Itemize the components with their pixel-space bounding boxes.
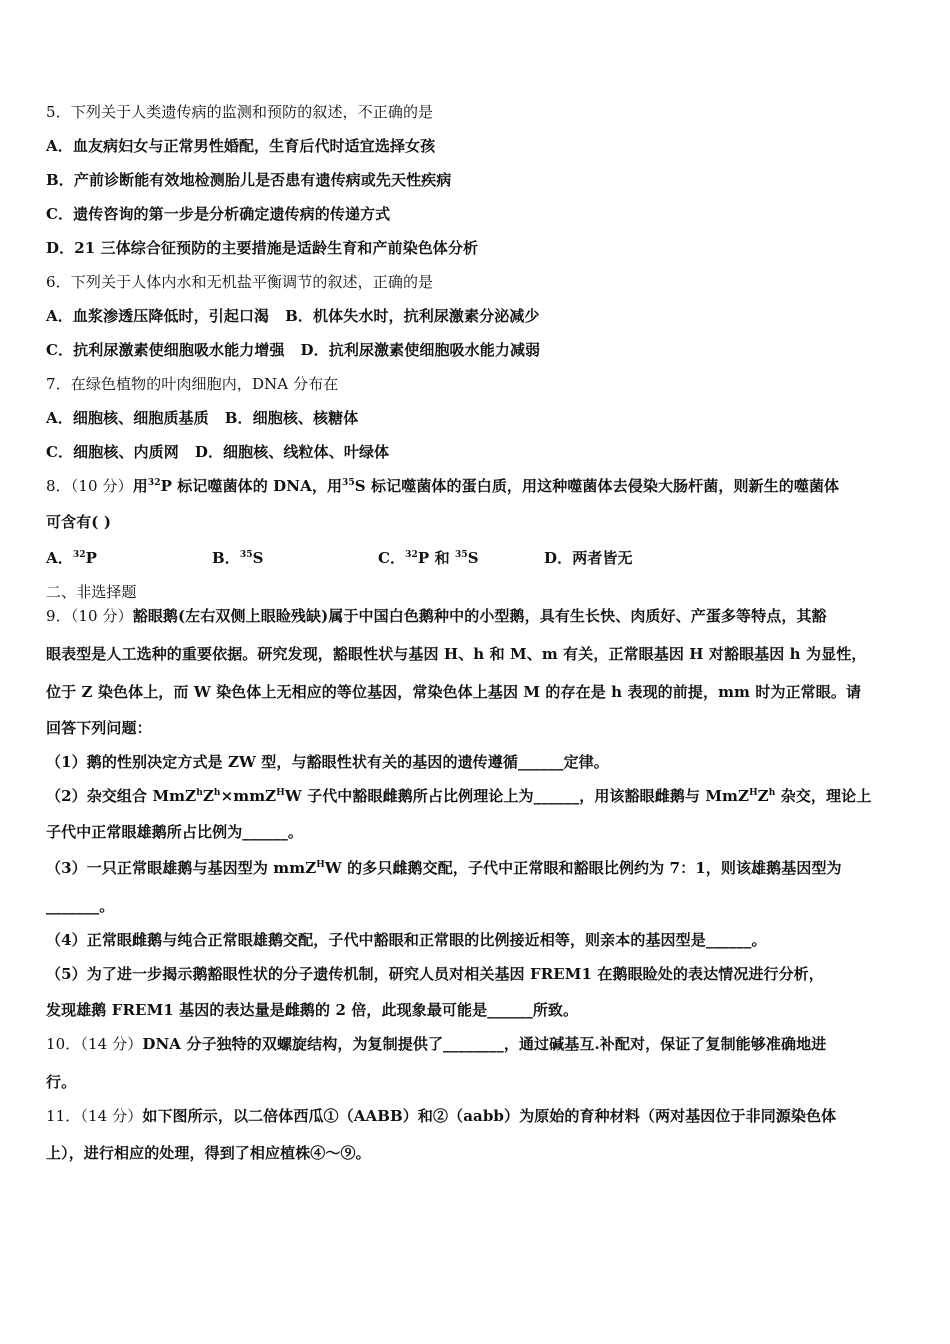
q8-option-c: C．$^{32}$P 和 $^{35}$S — [378, 549, 479, 567]
q7-option-a: A．细胞核、细胞质基质 — [46, 409, 209, 427]
q11-score: （14 分） — [80, 1107, 143, 1125]
q9-intro-text-1: 豁眼鹅(左右双侧上眼睑残缺)属于中国白色鹅种中的小型鹅，具有生长快、肉质好、产蛋多等特点，其豁 — [132, 607, 827, 625]
q9-part3-line2: _______。 — [46, 897, 115, 915]
q5-option-d: D．21 三体综合征预防的主要措施是适龄生育和产前染色体分析 — [46, 239, 479, 257]
q9-part2-line2: 子代中正常眼雄鹅所占比例为______。 — [46, 823, 304, 841]
q9-intro-line2: 眼表型是人工选种的重要依据。研究发现，豁眼性状与基因 H、h 和 M、m 有关，正常眼基因 H 对豁眼基因 h 为显性， — [46, 645, 867, 663]
q6-option-d: D．抗利尿激素使细胞吸水能力减弱 — [300, 341, 541, 359]
q9-part5-line2: 发现雄鹅 FREM1 基因的表达量是雌鹅的 2 倍，此现象最可能是______所致。 — [46, 1001, 579, 1019]
q5-stem: 5．下列关于人类遗传病的监测和预防的叙述，不正确的是 — [46, 103, 434, 121]
q5-option-b: B．产前诊断能有效地检测胎儿是否患有遗传病或先天性疾病 — [46, 171, 452, 189]
q9-part4: （4）正常眼雌鹅与纯合正常眼雄鹅交配，子代中豁眼和正常眼的比例接近相等，则亲本的基因型是______。 — [46, 931, 767, 949]
q10-score: （14 分） — [80, 1035, 143, 1053]
q7-options-row1 — [46, 408, 906, 428]
q7-options-row2 — [46, 442, 906, 462]
q8-stem-line2: 可含有( ) — [46, 513, 112, 531]
q8-score: （10 分） — [70, 477, 133, 495]
q9-part2: （2）杂交组合 $MmZ^hZ^h\times mmZ^HW$ 子代中豁眼雌鹅所占比例理论上为______，用该豁眼雌鹅与 $MmZ^HZ^h$ 杂交，理论上 — [46, 787, 872, 805]
q9-number: 9． — [46, 607, 71, 625]
q9-part1: （1）鹅的性别决定方式是 ZW 型，与豁眼性状有关的基因的遗传遵循______定律。 — [46, 753, 609, 771]
q10-stem — [46, 1034, 906, 1054]
q8-option-a: A．$^{32}$P — [46, 549, 97, 567]
q11-number: 11． — [46, 1107, 81, 1125]
section-heading: 二、非选择题 — [46, 583, 137, 601]
q11-stem — [46, 1106, 906, 1126]
q6-option-c: C．抗利尿激素使细胞吸水能力增强 — [46, 341, 285, 359]
q9-part3: （3）一只正常眼雄鹅与基因型为 mmZ$^H$W 的多只雌鹅交配，子代中正常眼和豁眼比例约为 7：1，则该雄鹅基因型为 — [46, 859, 842, 877]
q8-option-b: B．$^{35}$S — [212, 549, 264, 567]
q10-text-1: DNA 分子独特的双螺旋结构，为复制提供了________，通过碱基互.补配对，保证了复制能够准确地进 — [142, 1035, 827, 1053]
q6-options-row2 — [46, 340, 906, 360]
q5-option-a: A．血友病妇女与正常男性婚配，生育后代时适宜选择女孩 — [46, 137, 436, 155]
q9-intro-line3: 位于 Z 染色体上，而 W 染色体上无相应的等位基因，常染色体上基因 M 的存在是 h 表现的前提，mm 时为正常眼。请 — [46, 683, 862, 701]
q8-sup-35: 35 — [342, 478, 355, 488]
q8-sup-32: 32 — [147, 478, 161, 488]
q7-option-d: D．细胞核、线粒体、叶绿体 — [194, 443, 390, 461]
q7-option-c: C．细胞核、内质网 — [46, 443, 179, 461]
q5-option-c: C．遗传咨询的第一步是分析确定遗传病的传递方式 — [46, 205, 391, 223]
q10-stem-line2: 行。 — [46, 1073, 77, 1091]
q9-intro-line4: 回答下列问题： — [46, 719, 152, 737]
q6-option-a: A．血浆渗透压降低时，引起口渴 — [46, 307, 270, 325]
q11-text-1: 如下图所示，以二倍体西瓜①（AABB）和②（aabb）为原始的育种材料（两对基因位于非同源染色体 — [142, 1107, 837, 1125]
q8-text-2: P 标记噬菌体的 DNA，用 — [160, 477, 343, 495]
q9-part5: （5）为了进一步揭示鹅豁眼性状的分子遗传机制，研究人员对相关基因 FREM1 在鹅眼睑处的表达情况进行分析， — [46, 965, 824, 983]
q9-score: （10 分） — [70, 607, 133, 625]
q8-text-1: 用 — [132, 477, 148, 495]
q8-stem — [46, 476, 906, 496]
q6-stem: 6．下列关于人体内水和无机盐平衡调节的叙述，正确的是 — [46, 273, 434, 291]
q8-option-d: D．两者皆无 — [544, 549, 633, 567]
q7-stem: 7．在绿色植物的叶肉细胞内，DNA 分布在 — [46, 375, 339, 393]
q10-number: 10． — [46, 1035, 81, 1053]
q8-text-3: S 标记噬菌体的蛋白质，用这种噬菌体去侵染大肠杆菌，则新生的噬菌体 — [354, 477, 840, 495]
q8-number: 8． — [46, 477, 71, 495]
q11-stem-line2: 上），进行相应的处理，得到了相应植株④～⑨。 — [46, 1144, 371, 1162]
q6-options-row1 — [46, 306, 906, 326]
q7-option-b: B．细胞核、核糖体 — [224, 409, 359, 427]
q6-option-b: B．机体失水时，抗利尿激素分泌减少 — [285, 307, 540, 325]
q9-intro-line1 — [46, 606, 906, 626]
